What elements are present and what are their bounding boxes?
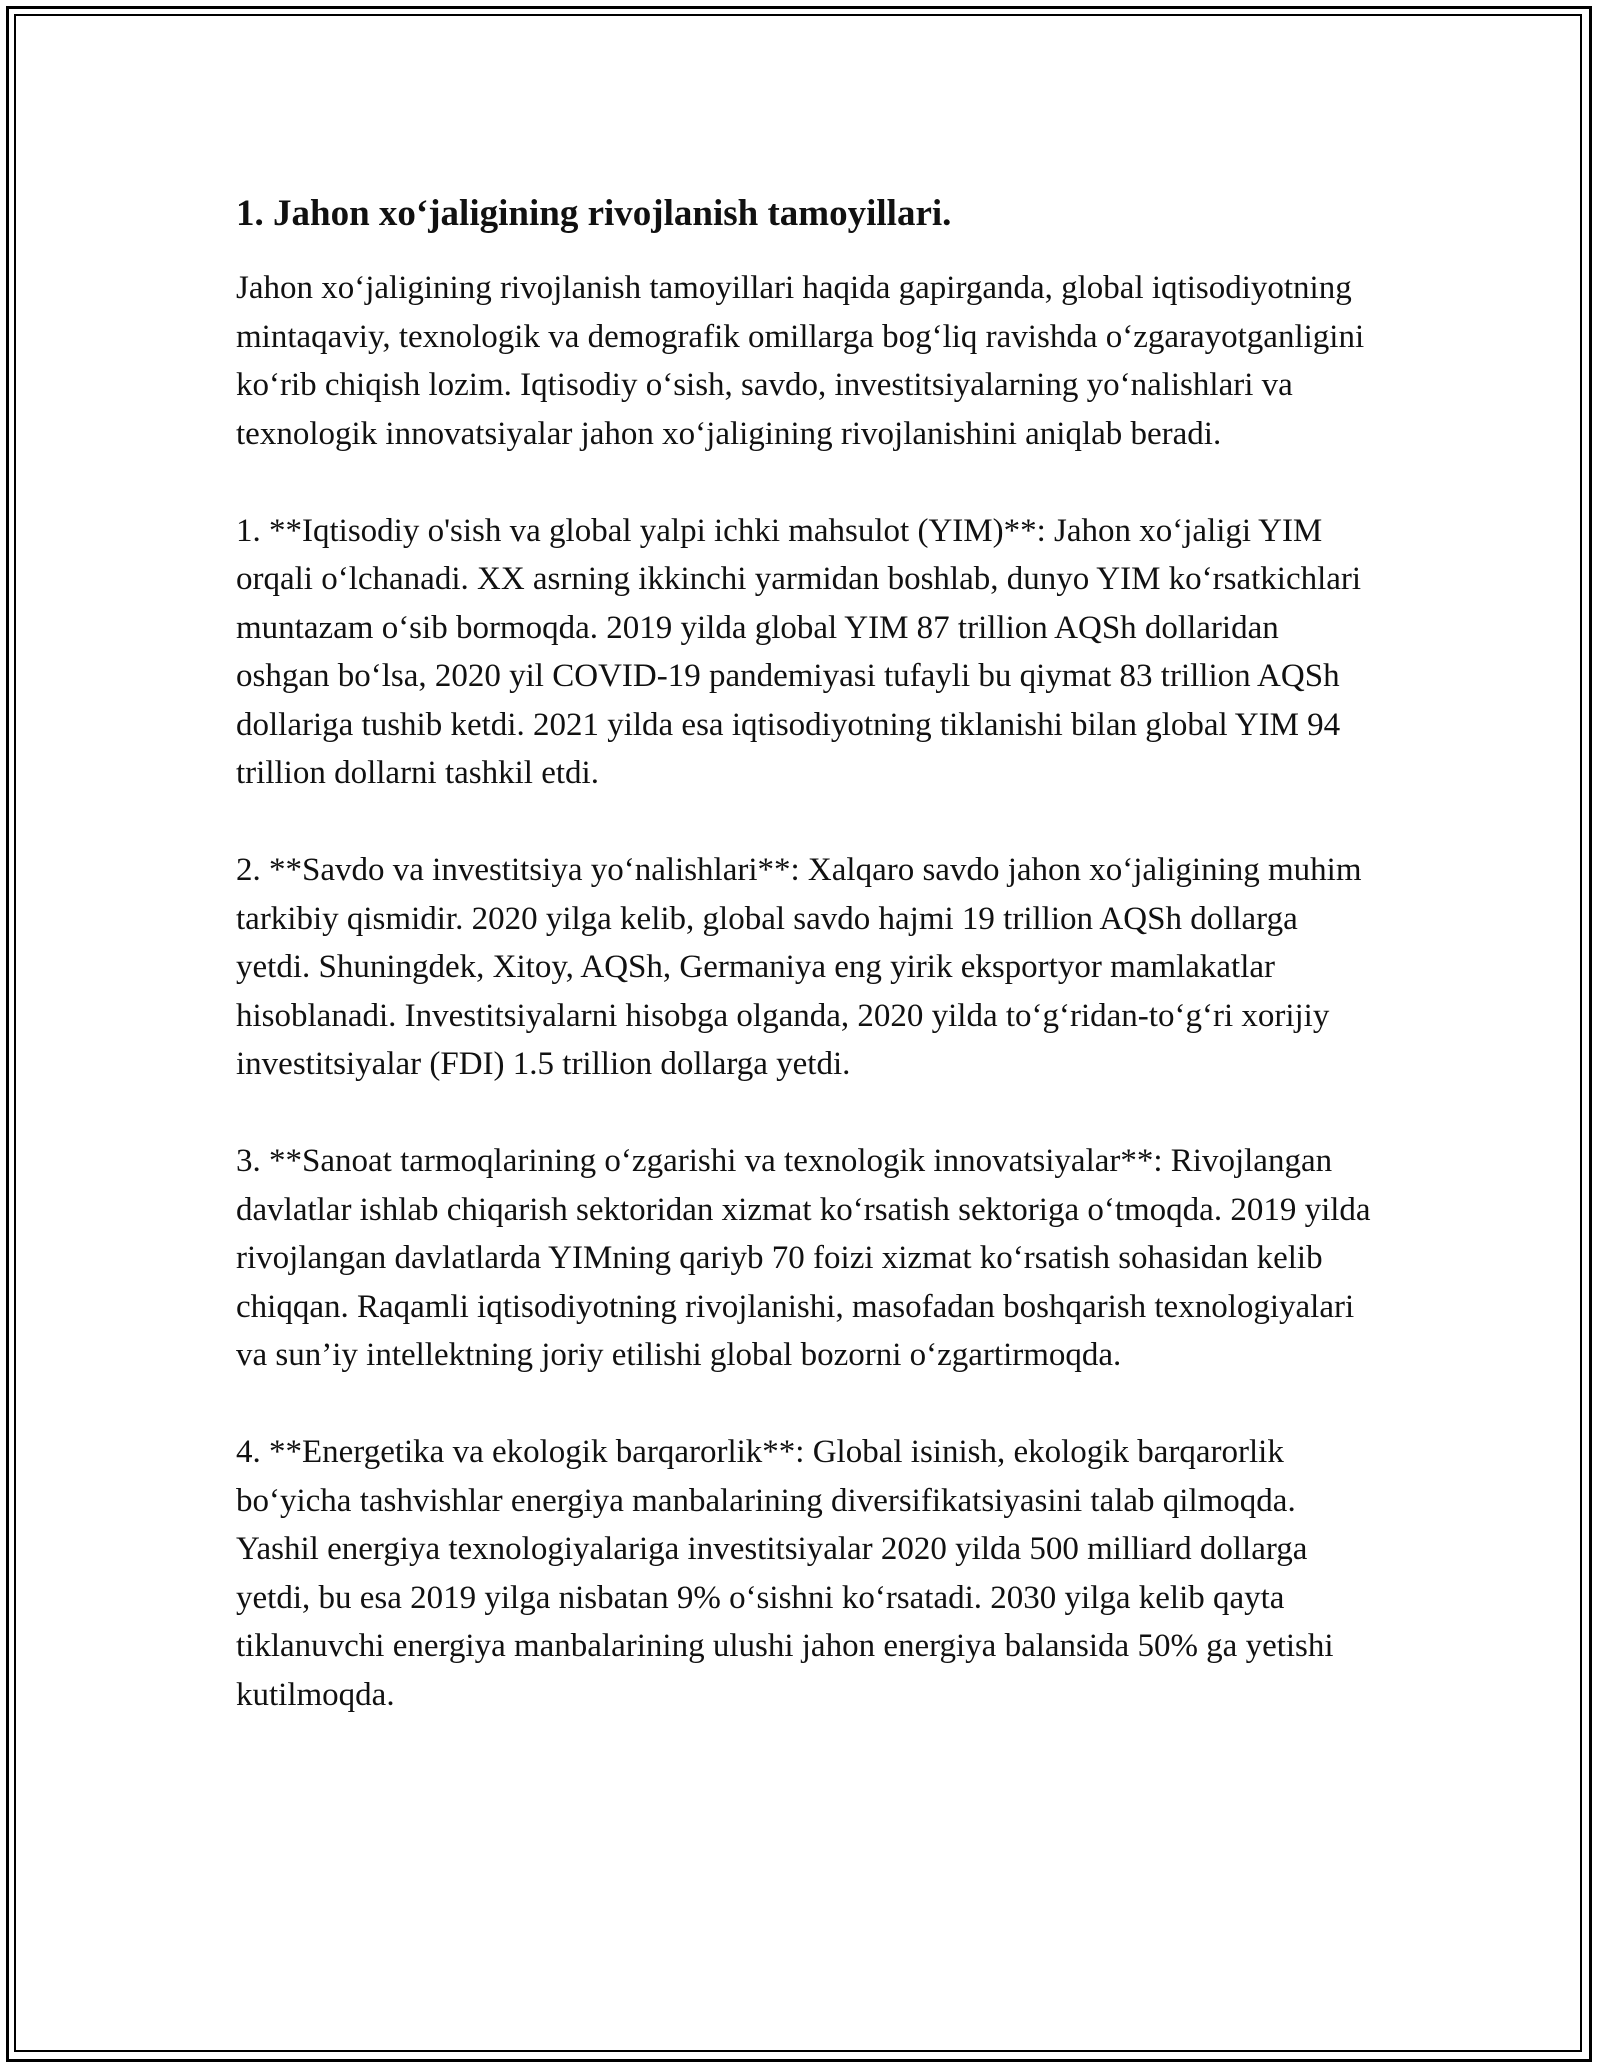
paragraph-industry-innovation: 3. **Sanoat tarmoqlarining o‘zgarishi va texnologik innovatsiyalar**: Rivojlangan davlatlar ishlab chiqarish sektoridan xizmat ko‘rsatish sektoriga o‘tmoqda. 2019 yilda rivojlangan davlatlarda YIMning qariyb 70 foizi xizmat ko‘rsatish sohasidan kelib chiqqan. Raqamli iqtisodiyotning rivojlanishi, masofadan boshqarish texnologiyalari va sun’iy intellektning joriy etilishi global bozorni o‘zgartirmoqda. bbox=[236, 1143, 1371, 1373]
document-title: 1. Jahon xo‘jaligining rivojlanish tamoyillari. bbox=[236, 193, 952, 234]
document-body bbox=[236, 190, 1376, 1719]
paragraph-intro: Jahon xo‘jaligining rivojlanish tamoyillari haqida gapirganda, global iqtisodiyotning mintaqaviy, texnologik va demografik omillarga bog‘liq ravishda o‘zgarayotganligini ko‘rib chiqish lozim. Iqtisodiy o‘sish, savdo, investitsiyalarning yo‘nalishlari va texnologik innovatsiyalar jahon xo‘jaligining rivojlanishini aniqlab beradi. bbox=[236, 270, 1365, 452]
paragraph-trade-investment: 2. **Savdo va investitsiya yo‘nalishlari**: Xalqaro savdo jahon xo‘jaligining muhim tarkibiy qismidir. 2020 yilga kelib, global savdo hajmi 19 trillion AQSh dollarga yetdi. Shuningdek, Xitoy, AQSh, Germaniya eng yirik eksportyor mamlakatlar hisoblanadi. Investitsiyalarni hisobga olganda, 2020 yilda to‘g‘ridan-to‘g‘ri xorijiy investitsiyalar (FDI) 1.5 trillion dollarga yetdi. bbox=[236, 852, 1362, 1082]
paragraph-economic-growth: 1. **Iqtisodiy o'sish va global yalpi ichki mahsulot (YIM)**: Jahon xo‘jaligi YIM orqali o‘lchanadi. XX asrning ikkinchi yarmidan boshlab, dunyo YIM ko‘rsatkichlari muntazam o‘sib bormoqda. 2019 yilda global YIM 87 trillion AQSh dollaridan oshgan bo‘lsa, 2020 yil COVID-19 pandemiyasi tufayli bu qiymat 83 trillion AQSh dollariga tushib ketdi. 2021 yilda esa iqtisodiyotning tiklanishi bilan global YIM 94 trillion dollarni tashkil etdi. bbox=[236, 512, 1362, 791]
paragraph-energy-ecology: 4. **Energetika va ekologik barqarorlik**: Global isinish, ekologik barqarorlik bo‘yicha tashvishlar energiya manbalarining diversifikatsiyasini talab qilmoqda. Yashil energiya texnologiyalariga investitsiyalar 2020 yilda 500 milliard dollarga yetdi, bu esa 2019 yilga nisbatan 9% o‘sishni ko‘rsatadi. 2030 yilga kelib qayta tiklanuvchi energiya manbalarining ulushi jahon energiya balansida 50% ga yetishi kutilmoqda. bbox=[236, 1434, 1334, 1713]
